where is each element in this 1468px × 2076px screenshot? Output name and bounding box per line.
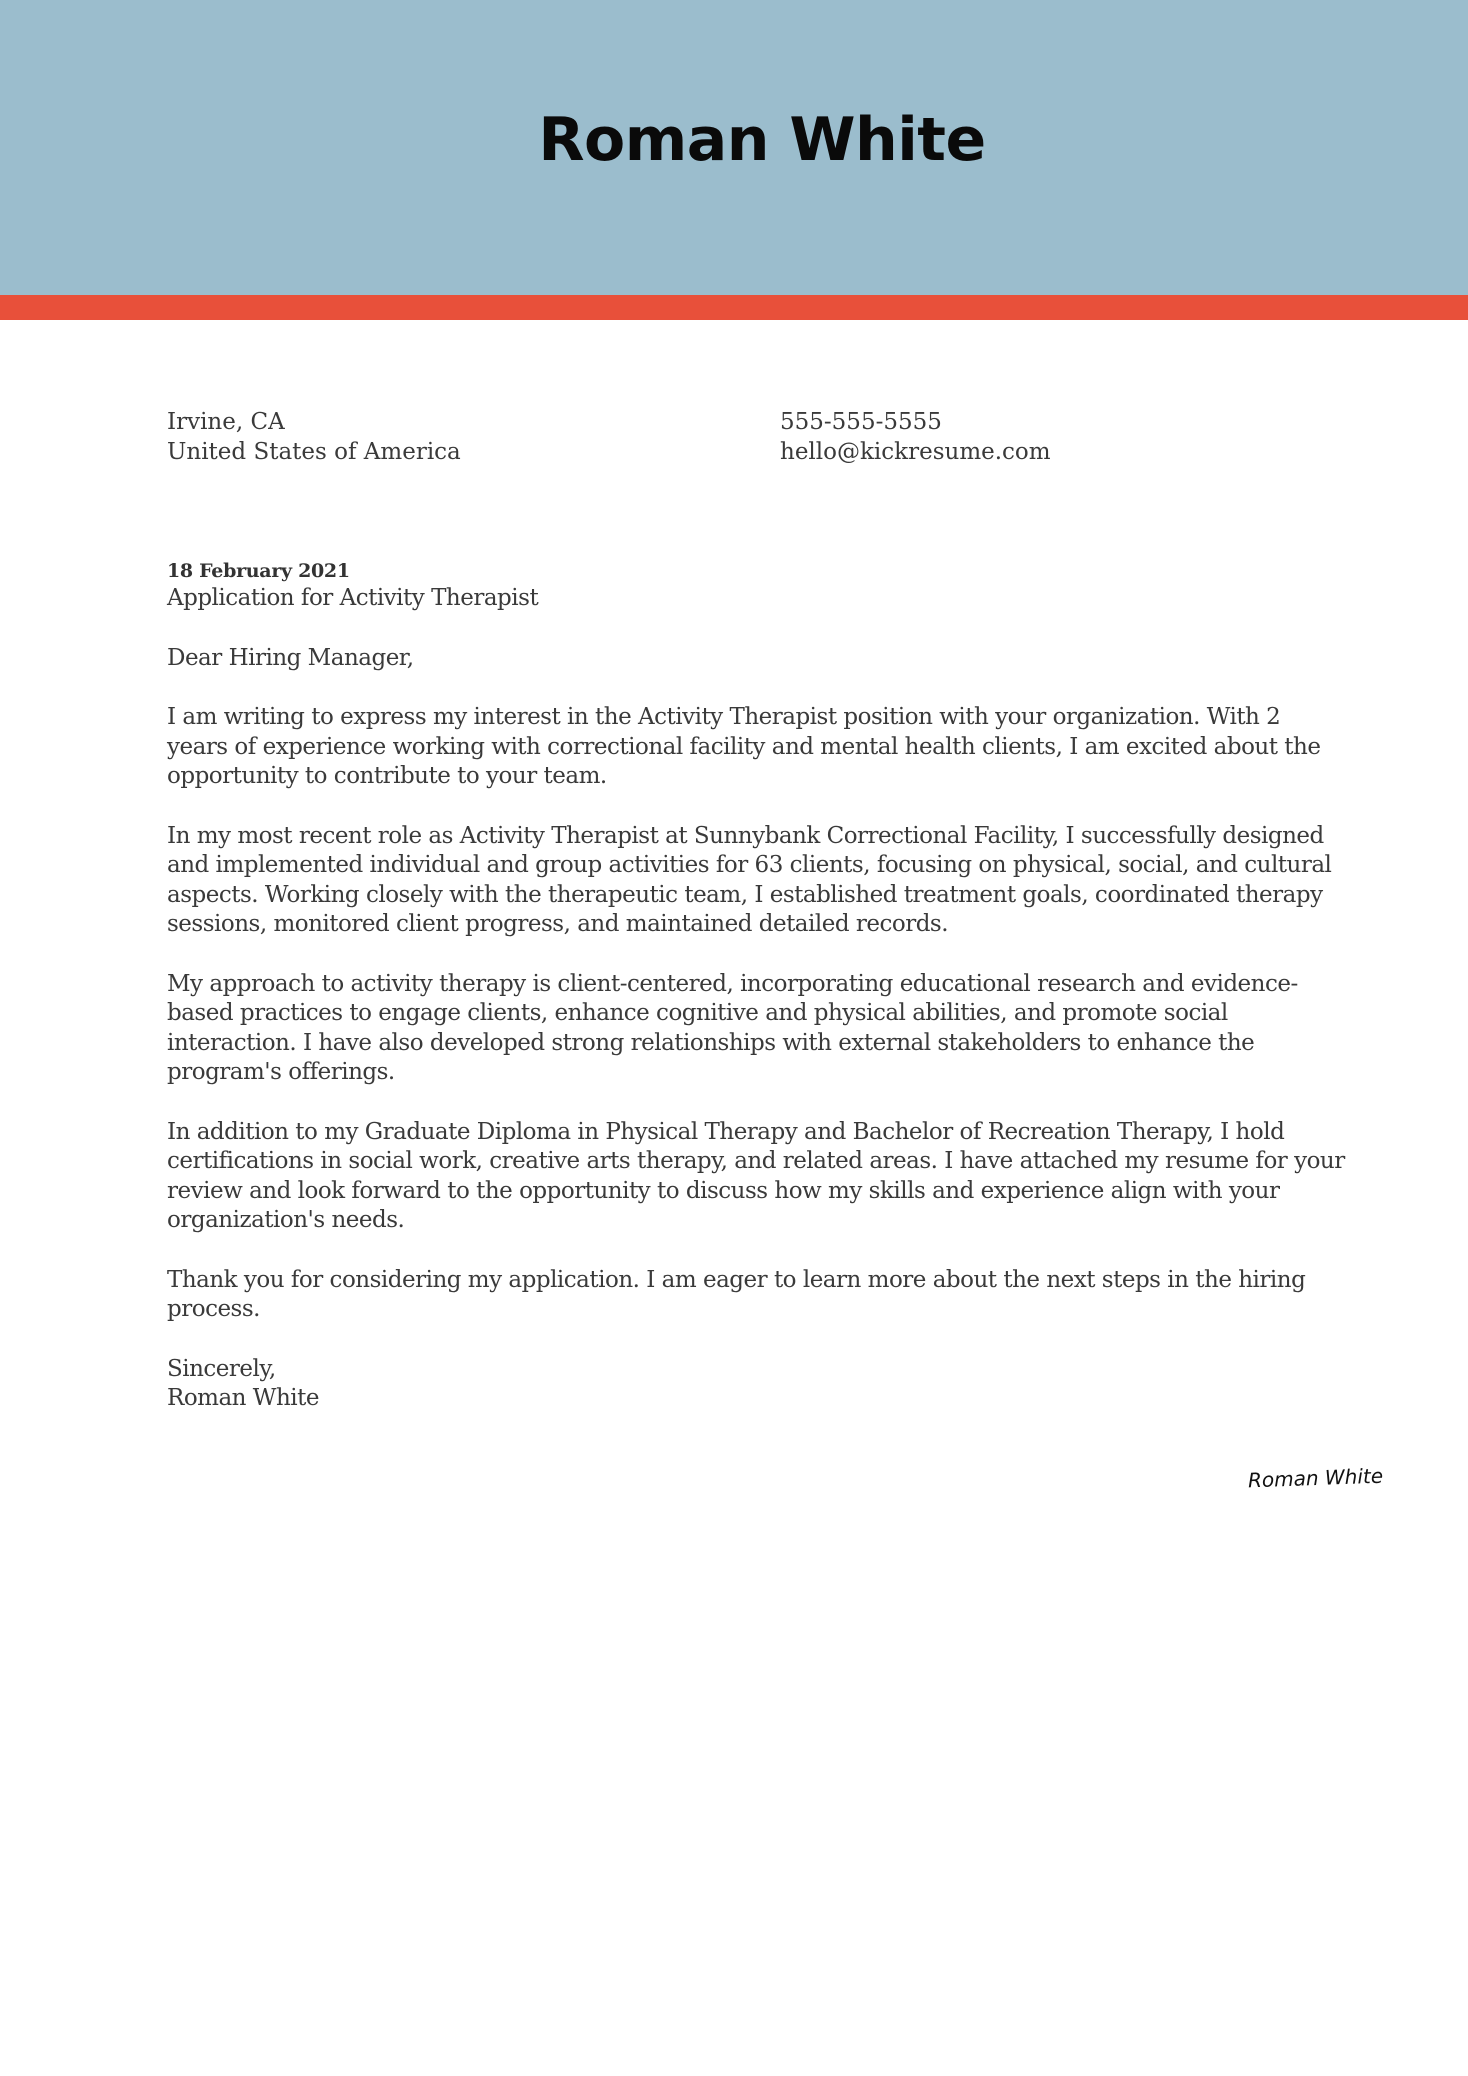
email-address: hello@kickresume.com [780,438,1051,465]
address-country: United States of America [167,438,461,465]
paragraph-line: organization's needs. [167,1207,405,1233]
phone-number: 555-555-5555 [780,409,942,435]
letter-paragraph [167,1118,1367,1236]
letter-closing [167,1355,1367,1414]
contact-block [780,408,1051,467]
paragraph-line: aspects. Working closely with the therapeutic team, I established treatment goals, coordinated therapy [167,881,1323,908]
letter-subject: Application for Activity Therapist [167,585,539,611]
address-block [167,408,461,467]
applicant-name: Roman White [538,105,986,175]
paragraph-line: program's offerings. [167,1059,395,1085]
letter-paragraph [167,1266,1367,1325]
handwritten-signature: Roman White [1247,1463,1384,1493]
letter-date: 18 February 2021 [167,560,350,582]
letter-body [167,558,1367,1414]
paragraph-line: years of experience working with correctional facility and mental health clients, I am excited about the [167,733,1321,760]
closing-phrase: Sincerely, [167,1355,276,1382]
letter-paragraph [167,822,1367,940]
letter-paragraph [167,970,1367,1088]
letter-salutation: Dear Hiring Manager, [167,644,414,671]
paragraph-line: My approach to activity therapy is client-centered, incorporating educational research and evidence- [167,970,1298,997]
paragraph-line: based practices to engage clients, enhance cognitive and physical abilities, and promote social [167,1000,1228,1026]
paragraph-line: and implemented individual and group activities for 63 clients, focusing on physical, social, and cultural [167,852,1332,878]
paragraph-line: interaction. I have also developed strong relationships with external stakeholders to enhance the [167,1029,1255,1056]
address-city: Irvine, CA [167,409,285,435]
header-banner [0,0,1468,295]
paragraph-line: review and look forward to the opportunity to discuss how my skills and experience align with your [167,1177,1280,1204]
paragraph-line: certifications in social work, creative arts therapy, and related areas. I have attached my resume for your [167,1148,1345,1174]
paragraph-line: Thank you for considering my application. I am eager to learn more about the next steps in the hiring [167,1266,1306,1293]
paragraph-line: sessions, monitored client progress, and maintained detailed records. [167,911,949,937]
closing-name: Roman White [167,1385,319,1411]
paragraph-line: In my most recent role as Activity Therapist at Sunnybank Correctional Facility, I successfully designed [167,822,1324,849]
paragraph-line: In addition to my Graduate Diploma in Physical Therapy and Bachelor of Recreation Therapy, I hold [167,1118,1285,1145]
accent-bar [0,295,1468,320]
letter-paragraph [167,703,1367,792]
paragraph-line: opportunity to contribute to your team. [167,763,607,789]
paragraph-line: I am writing to express my interest in the Activity Therapist position with your organization. With 2 [167,704,1281,730]
paragraph-line: process. [167,1296,260,1322]
